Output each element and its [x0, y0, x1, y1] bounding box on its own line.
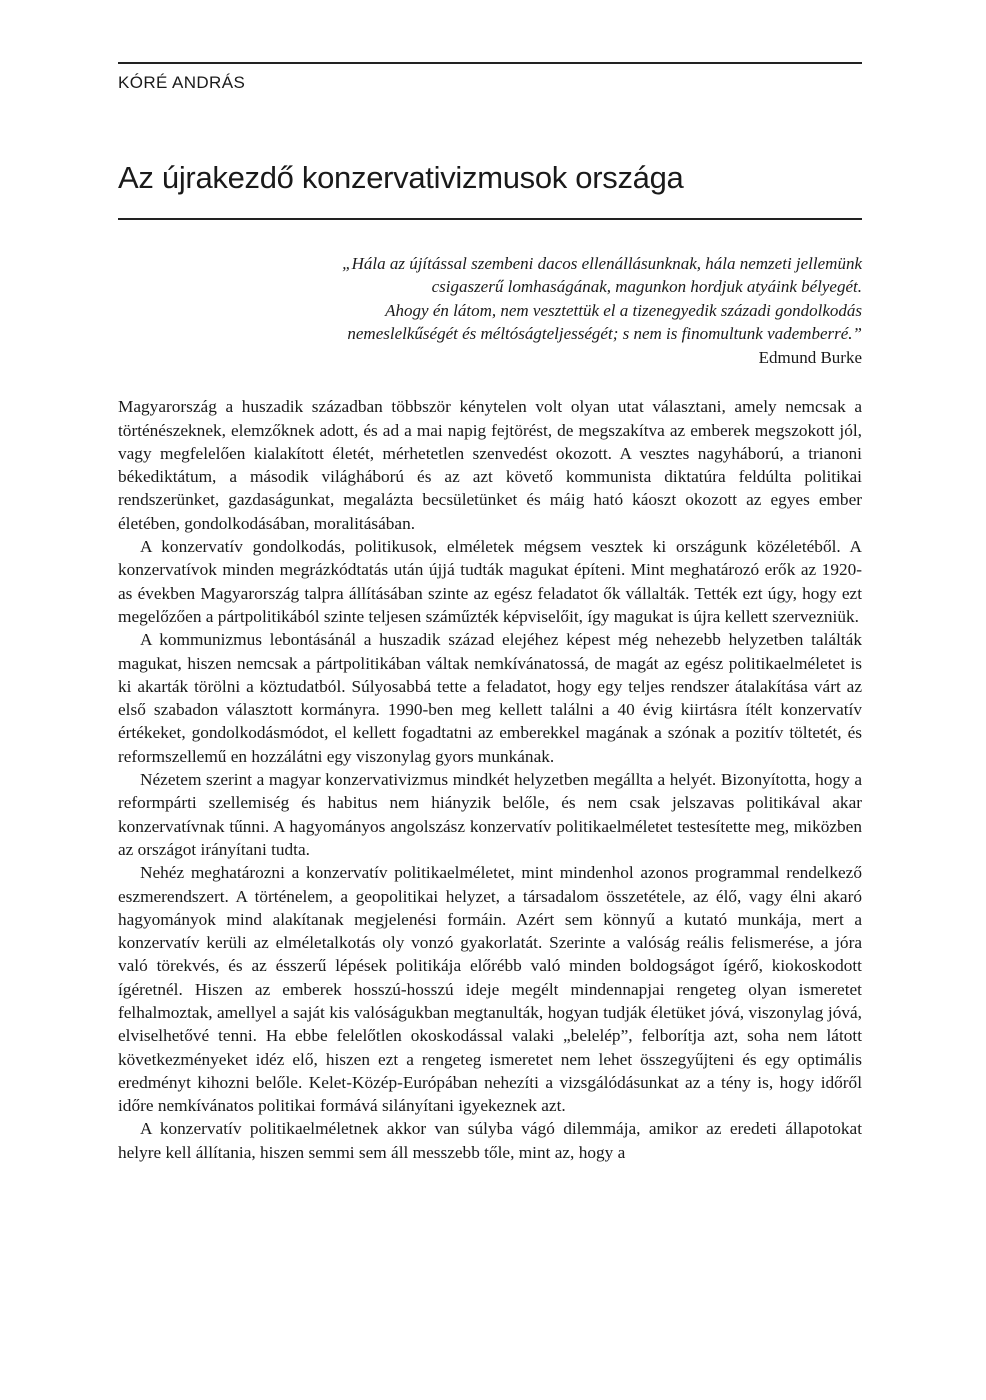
body-paragraph: A kommunizmus lebontásánál a huszadik század elejéhez képest még nehezebb helyzetben találták magukat, hiszen nemcsak a pártpolitikában váltak nemkívánatossá, de magát az egész politikaelméletet is ki akarták törölni a köztudatból. Súlyosabbá tette a feladatot, hogy egy teljes rendszer átalakítása várt az első szabadon választott kormányra. 1990-ben meg kellett találni a 40 évig kiirtásra ítélt konzervatív értékeket, gondolkodásmódot, el kellett fogadtatni az emberekkel magának a szónak a pozitív töltetét, és reformszellemű en hozzálátni egy viszonylag gyors munkának. [118, 630, 862, 766]
title-rule [118, 218, 862, 220]
article-title: Az újrakezdő konzervativizmusok országa [118, 160, 684, 195]
body-paragraph: A konzervatív gondolkodás, politikusok, elméletek mégsem vesztek ki országunk közéletéből. A konzervatívok minden megrázkódtatás után újjá tudták magukat építeni. Mint meghatározó erők az 1920-as években Magyarország talpra állításában szinte az egész feladatot ők vállalták. Tették ezt úgy, hogy ezt megelőzően a pártpolitikából szinte teljesen száműzték képviselőit, így magukat is újra kellett szervezniük. [118, 537, 862, 626]
epigraph-line: Ahogy én látom, nem vesztettük el a tizenegyedik századi gondolkodás [385, 300, 862, 320]
page [118, 62, 862, 1164]
body-paragraph: Magyarország a huszadik században többször kénytelen volt olyan utat választani, amely nemcsak a történészeknek, elemzőknek adott, és ad a mai napig fejtörést, de megszakítva az emberek megszokott jól, vagy megfelelően kialakított életét, mérhetetlen szenvedést okozott. A vesztes nagyháború, a trianoni békediktátum, a második világháború és az azt követő kommunista diktatúra feldúlta politikai rendszerünket, gazdaságunkat, megalázta becsületünket és máig ható káoszt okozott az egyes ember életében, gondolkodásában, moralitásában. [118, 397, 862, 533]
epigraph-line: „Hála az újítással szembeni dacos ellenállásunknak, hála nemzeti jellemünk [342, 253, 862, 273]
article-body [118, 395, 862, 1164]
author-name: KÓRÉ ANDRÁS [118, 73, 246, 92]
epigraph [118, 252, 862, 370]
body-paragraph: A konzervatív politikaelméletnek akkor van súlyba vágó dilemmája, amikor az eredeti állapotokat helyre kell állítania, hiszen semmi sem áll messzebb tőle, mint az, hogy a [118, 1119, 862, 1162]
epigraph-line: nemeslelkűségét és méltóságteljességét; s nem is finomultunk vademberré.” [347, 324, 862, 344]
body-paragraph: Nézetem szerint a magyar konzervativizmus mindkét helyzetben megállta a helyét. Bizonyította, hogy a reformpárti szellemiség és habitus nem hiányzik belőle, és nem csak jelszavas politikával akar konzervatívnak tűnni. A hagyományos angolszász konzervatív politikaelméletet testesítette meg, miközben az országot irányítani tudta. [118, 770, 862, 859]
epigraph-line: csigaszerű lomhaságának, magunkon hordjuk atyáink bélyegét. [431, 277, 862, 297]
epigraph-attribution: Edmund Burke [758, 347, 862, 367]
header-rule [118, 62, 862, 64]
body-paragraph: Nehéz meghatározni a konzervatív politikaelméletet, mint mindenhol azonos programmal rendelkező eszmerendszert. A történelem, a geopolitikai helyzet, a társadalom összetétele, az élő, vagy élni akaró hagyományok mind alakítanak megjelenési formáin. Azért sem könnyű a kutató munkája, mert a konzervatív kerüli az elméletalkotás oly vonzó gyakorlatát. Szerinte a valóság reális felismerése, a jóra való törekvés, és az ésszerű lépések politikája előrébb való minden boldogságot ígérő, kiokoskodott ígéretnél. Hiszen az emberek hosszú-hosszú ideje megélt mindennapjai rengeteg olyan ismeretet felhalmoztak, amellyel a saját kis valóságukban megtanulták, hogyan tudják életüket jóvá, viszonylag jóvá, elviselhetővé tenni. Ha ebbe felelőtlen okoskodással valaki „belelép”, felborítja azt, soha nem látott következményeket idéz elő, hiszen ezt a rengeteg ismeretet nem lehet összegyűjteni és egy optimális eredményt kihozni belőle. Kelet-Közép-Európában nehezíti a vizsgálódásunkat az a tény is, hogy időről időre nemkívánatos politikai formává silányítani igyekeznek azt. [118, 863, 862, 1116]
